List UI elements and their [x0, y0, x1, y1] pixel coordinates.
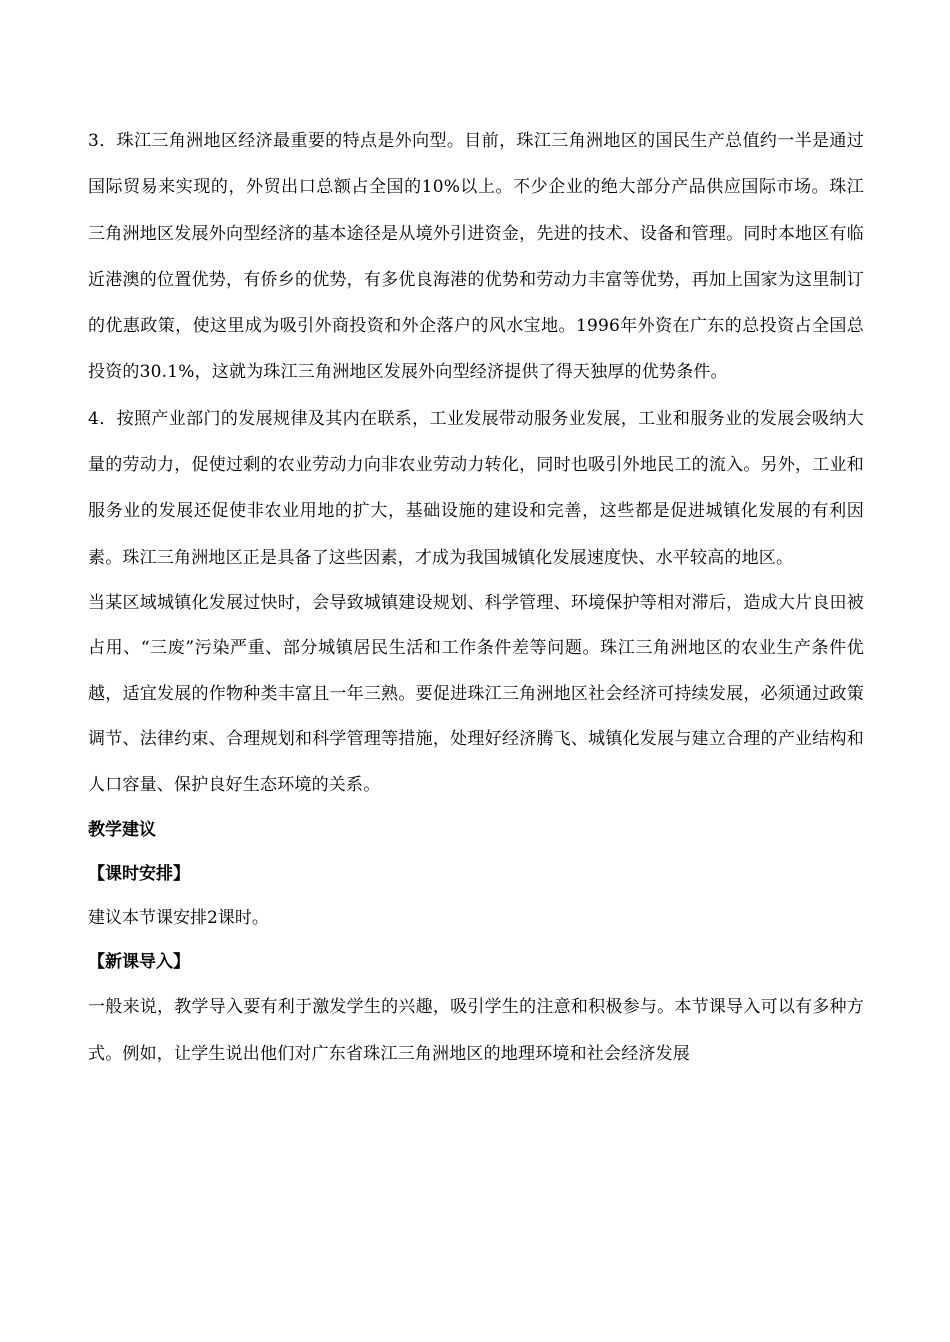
paragraph-4: 4．按照产业部门的发展规律及其内在联系，工业发展带动服务业发展，工业和服务业的发展会吸纳大量的劳动力，促使过剩的农业劳动力向非农业劳动力转化，同时也吸引外地民工的流入。另外，工业和服务业的发展还促使非农业用地的扩大，基础设施的建设和完善，这些都是促进城镇化发展的有利因素。珠江三角洲地区正是具备了这些因素，才成为我国城镇化发展速度快、水平较高的地区。 [88, 408, 864, 568]
heading-new-lesson-intro: 【新课导入】 [88, 952, 190, 973]
document-page [88, 118, 864, 1077]
schedule-text: 建议本节课安排2课时。 [88, 908, 269, 929]
heading-class-schedule: 【课时安排】 [88, 864, 190, 885]
intro-paragraph: 一般来说，教学导入要有利于激发学生的兴趣，吸引学生的注意和积极参与。本节课导入可以有多种方式。例如，让学生说出他们对广东省珠江三角洲地区的地理环境和社会经济发展 [88, 997, 864, 1064]
paragraph-urbanization-problems: 当某区域城镇化发展过快时，会导致城镇建设规划、科学管理、环境保护等相对滞后，造成大片良田被占用、“三废”污染严重、部分城镇居民生活和工作条件差等问题。珠江三角洲地区的农业生产条件优越，适宜发展的作物种类丰富且一年三熟。要促进珠江三角洲地区社会经济可持续发展，必须通过政策调节、法律约束、合理规划和科学管理等措施，处理好经济腾飞、城镇化发展与建立合理的产业结构和人口容量、保护良好生态环境的关系。 [88, 592, 864, 795]
paragraph-3: 3．珠江三角洲地区经济最重要的特点是外向型。目前，珠江三角洲地区的国民生产总值约一半是通过国际贸易来实现的，外贸出口总额占全国的10%以上。不少企业的绝大部分产品供应国际市场。珠江三角洲地区发展外向型经济的基本途径是从境外引进资金，先进的技术、设备和管理。同时本地区有临近港澳的位置优势，有侨乡的优势，有多优良海港的优势和劳动力丰富等优势，再加上国家为这里制订的优惠政策，使这里成为吸引外商投资和外企落户的风水宝地。1996年外资在广东的总投资占全国总投资的30.1%，这就为珠江三角洲地区发展外向型经济提供了得天独厚的优势条件。 [88, 131, 864, 383]
heading-teaching-suggestions: 教学建议 [88, 820, 156, 841]
